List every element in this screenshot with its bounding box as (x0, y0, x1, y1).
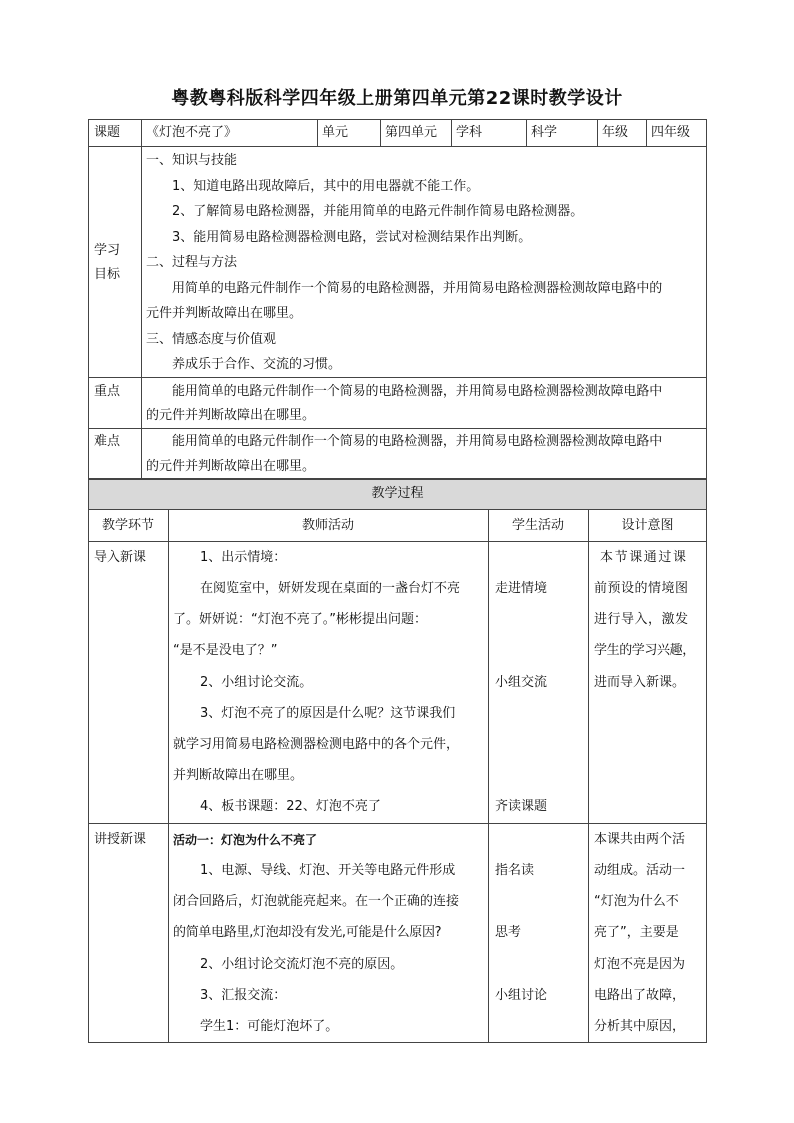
lesson-intent-line: 亮了”，主要是 (594, 925, 679, 940)
objectives-label: 学习 (94, 243, 121, 258)
page-title: 粤教粤科版科学四年级上册第四单元第22课时教学设计 (171, 88, 623, 109)
lesson-intent-line: 动组成。活动一 (594, 863, 686, 878)
column-header-teacher: 教师活动 (301, 518, 354, 533)
unit-value: 第四单元 (385, 125, 438, 140)
lesson-teacher-line: 2、小组讨论交流灯泡不亮的原因。 (200, 957, 404, 972)
intro-teacher-line: 3、灯泡不亮了的原因是什么呢？这节课我们 (200, 706, 456, 721)
intro-teacher-line: 了。妍妍说：“灯泡不亮了。”彬彬提出问题： (173, 612, 427, 627)
lesson-intent-line: “灯泡为什么不 (594, 894, 679, 909)
stage-lesson: 讲授新课 (94, 832, 147, 847)
lesson-teacher-line: 3、汇报交流： (200, 988, 287, 1003)
topic-label: 课题 (94, 125, 121, 140)
stage-intro: 导入新课 (94, 550, 147, 565)
intro-intent-line: 学生的学习兴趣， (594, 643, 695, 658)
lesson-teacher-line: 的简单电路里,灯泡却没有发光,可能是什么原因? (173, 925, 442, 940)
topic-value: 《灯泡不亮了》 (146, 125, 238, 140)
lesson-teacher-line: 闭合回路后，灯泡就能亮起来。在一个正确的连接 (173, 894, 460, 909)
lesson-activity-title: 活动一：灯泡为什么不亮了 (173, 833, 318, 847)
grade-label: 年级 (602, 125, 629, 140)
lesson-intent-line: 电路出了故障， (594, 988, 686, 1003)
column-header-student: 学生活动 (511, 518, 564, 533)
grade-value: 四年级 (651, 125, 691, 140)
objective-line: 二、过程与方法 (146, 255, 238, 270)
objective-line: 用简单的电路元件制作一个简易的电路检测器，并用简易电路检测器检测故障电路中的 (172, 281, 663, 296)
subject-value: 科学 (531, 125, 558, 140)
intro-intent-line: 前预设的情境图 (594, 581, 689, 596)
objective-line: 2、了解简易电路检测器，并能用简单的电路元件制作简易电路检测器。 (172, 204, 584, 219)
process-header: 教学过程 (371, 486, 424, 501)
lesson-teacher-line: 学生1：可能灯泡坏了。 (200, 1019, 339, 1034)
lesson-intent-line: 灯泡不亮是因为 (594, 957, 686, 972)
lesson-student-item: 思考 (495, 925, 522, 940)
objectives-label: 目标 (94, 267, 121, 282)
intro-teacher-line: 并判断故障出在哪里。 (173, 768, 304, 783)
intro-teacher-line: 1、出示情境： (200, 550, 287, 565)
intro-teacher-line: “是不是没电了？” (173, 643, 278, 658)
intro-student-item: 走进情境 (495, 581, 548, 596)
key-points-label: 重点 (94, 384, 121, 399)
objective-line: 养成乐于合作、交流的习惯。 (172, 357, 342, 372)
key-points-line: 能用简单的电路元件制作一个简易的电路检测器，并用简易电路检测器检测故障电路中 (172, 384, 663, 399)
column-header-stage: 教学环节 (101, 518, 154, 533)
intro-student-item: 齐读课题 (495, 799, 548, 814)
intro-teacher-line: 2、小组讨论交流。 (200, 675, 313, 690)
objective-line: 一、知识与技能 (146, 153, 238, 168)
intro-intent-line: 本节课通过课 (600, 550, 688, 565)
lesson-student-item: 指名读 (495, 863, 535, 878)
column-header-intent: 设计意图 (621, 518, 674, 533)
lesson-intent-line: 本课共由两个活 (594, 832, 686, 847)
objective-line: 元件并判断故障出在哪里。 (146, 306, 303, 321)
intro-teacher-line: 在阅览室中，妍妍发现在桌面的一盏台灯不亮 (200, 581, 461, 596)
objective-line: 1、知道电路出现故障后，其中的用电器就不能工作。 (172, 179, 480, 194)
difficulties-line: 能用简单的电路元件制作一个简易的电路检测器，并用简易电路检测器检测故障电路中 (172, 434, 663, 449)
difficulties-label: 难点 (94, 434, 121, 449)
lesson-student-item: 小组讨论 (495, 988, 548, 1003)
objective-line: 3、能用简易电路检测器检测电路，尝试对检测结果作出判断。 (172, 230, 532, 245)
difficulties-line: 的元件并判断故障出在哪里。 (146, 459, 316, 474)
intro-intent-line: 进行导入，激发 (594, 612, 689, 627)
objective-line: 三、情感态度与价值观 (146, 332, 277, 347)
intro-teacher-line: 就学习用简易电路检测器检测电路中的各个元件， (173, 737, 460, 752)
lesson-intent-line: 分析其中原因， (594, 1019, 686, 1034)
key-points-line: 的元件并判断故障出在哪里。 (146, 408, 316, 423)
subject-label: 学科 (456, 125, 483, 140)
lesson-teacher-line: 1、电源、导线、灯泡、开关等电路元件形成 (200, 863, 456, 878)
intro-teacher-line: 4、板书课题：22、灯泡不亮了 (200, 799, 381, 814)
unit-label: 单元 (322, 125, 349, 140)
intro-intent-line: 进而导入新课。 (594, 675, 686, 690)
intro-student-item: 小组交流 (495, 675, 548, 690)
